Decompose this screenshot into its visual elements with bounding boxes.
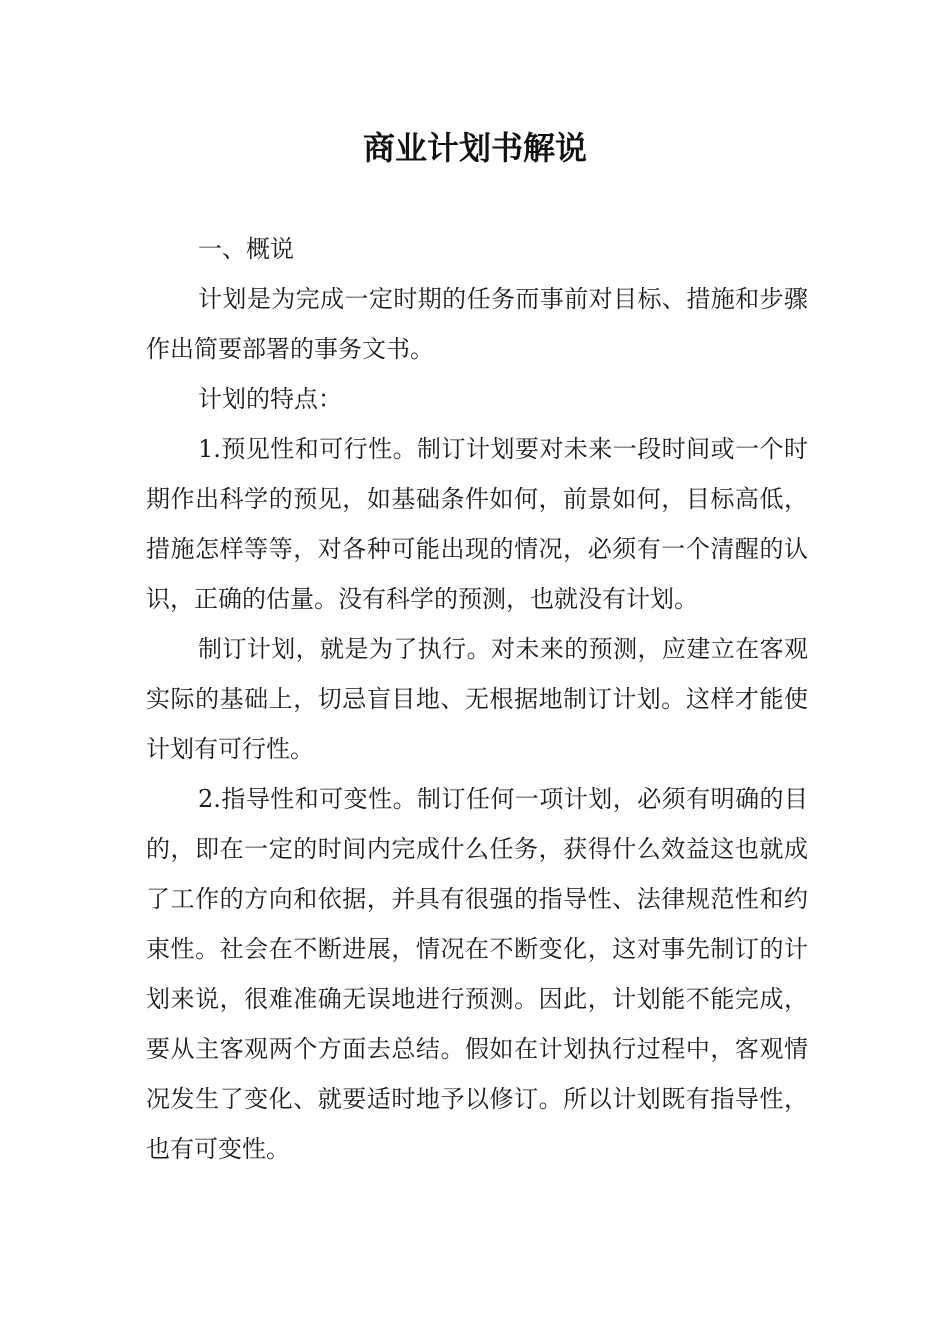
paragraph-feature-1: 1.预见性和可行性。制订计划要对未来一段时间或一个时期作出科学的预见，如基础条件如何，前景如何，目标高低，措施怎样等等，对各种可能出现的情况，必须有一个清醒的认识，正确的估量。没有科学的预测，也就没有计划。: [146, 435, 808, 613]
paragraph-features-intro: 计划的特点：: [198, 385, 342, 413]
section-heading: 一、概说: [198, 235, 294, 263]
document-body: [146, 224, 808, 1174]
paragraph-definition: 计划是为完成一定时期的任务而事前对目标、措施和步骤作出简要部署的事务文书。: [146, 285, 808, 363]
paragraph-execution: 制订计划，就是为了执行。对未来的预测，应建立在客观实际的基础上，切忌盲目地、无根据地制订计划。这样才能使计划有可行性。: [146, 635, 808, 763]
document-title: 商业计划书解说: [362, 129, 587, 167]
paragraph-feature-2: 2.指导性和可变性。制订任何一项计划，必须有明确的目的，即在一定的时间内完成什么任务，获得什么效益这也就成了工作的方向和依据，并具有很强的指导性、法律规范性和约束性。社会在不断进展，情况在不断变化，这对事先制订的计划来说，很难准确无误地进行预测。因此，计划能不能完成，要从主客观两个方面去总结。假如在计划执行过程中，客观情况发生了变化、就要适时地予以修订。所以计划既有指导性，也有可变性。: [146, 785, 808, 1163]
